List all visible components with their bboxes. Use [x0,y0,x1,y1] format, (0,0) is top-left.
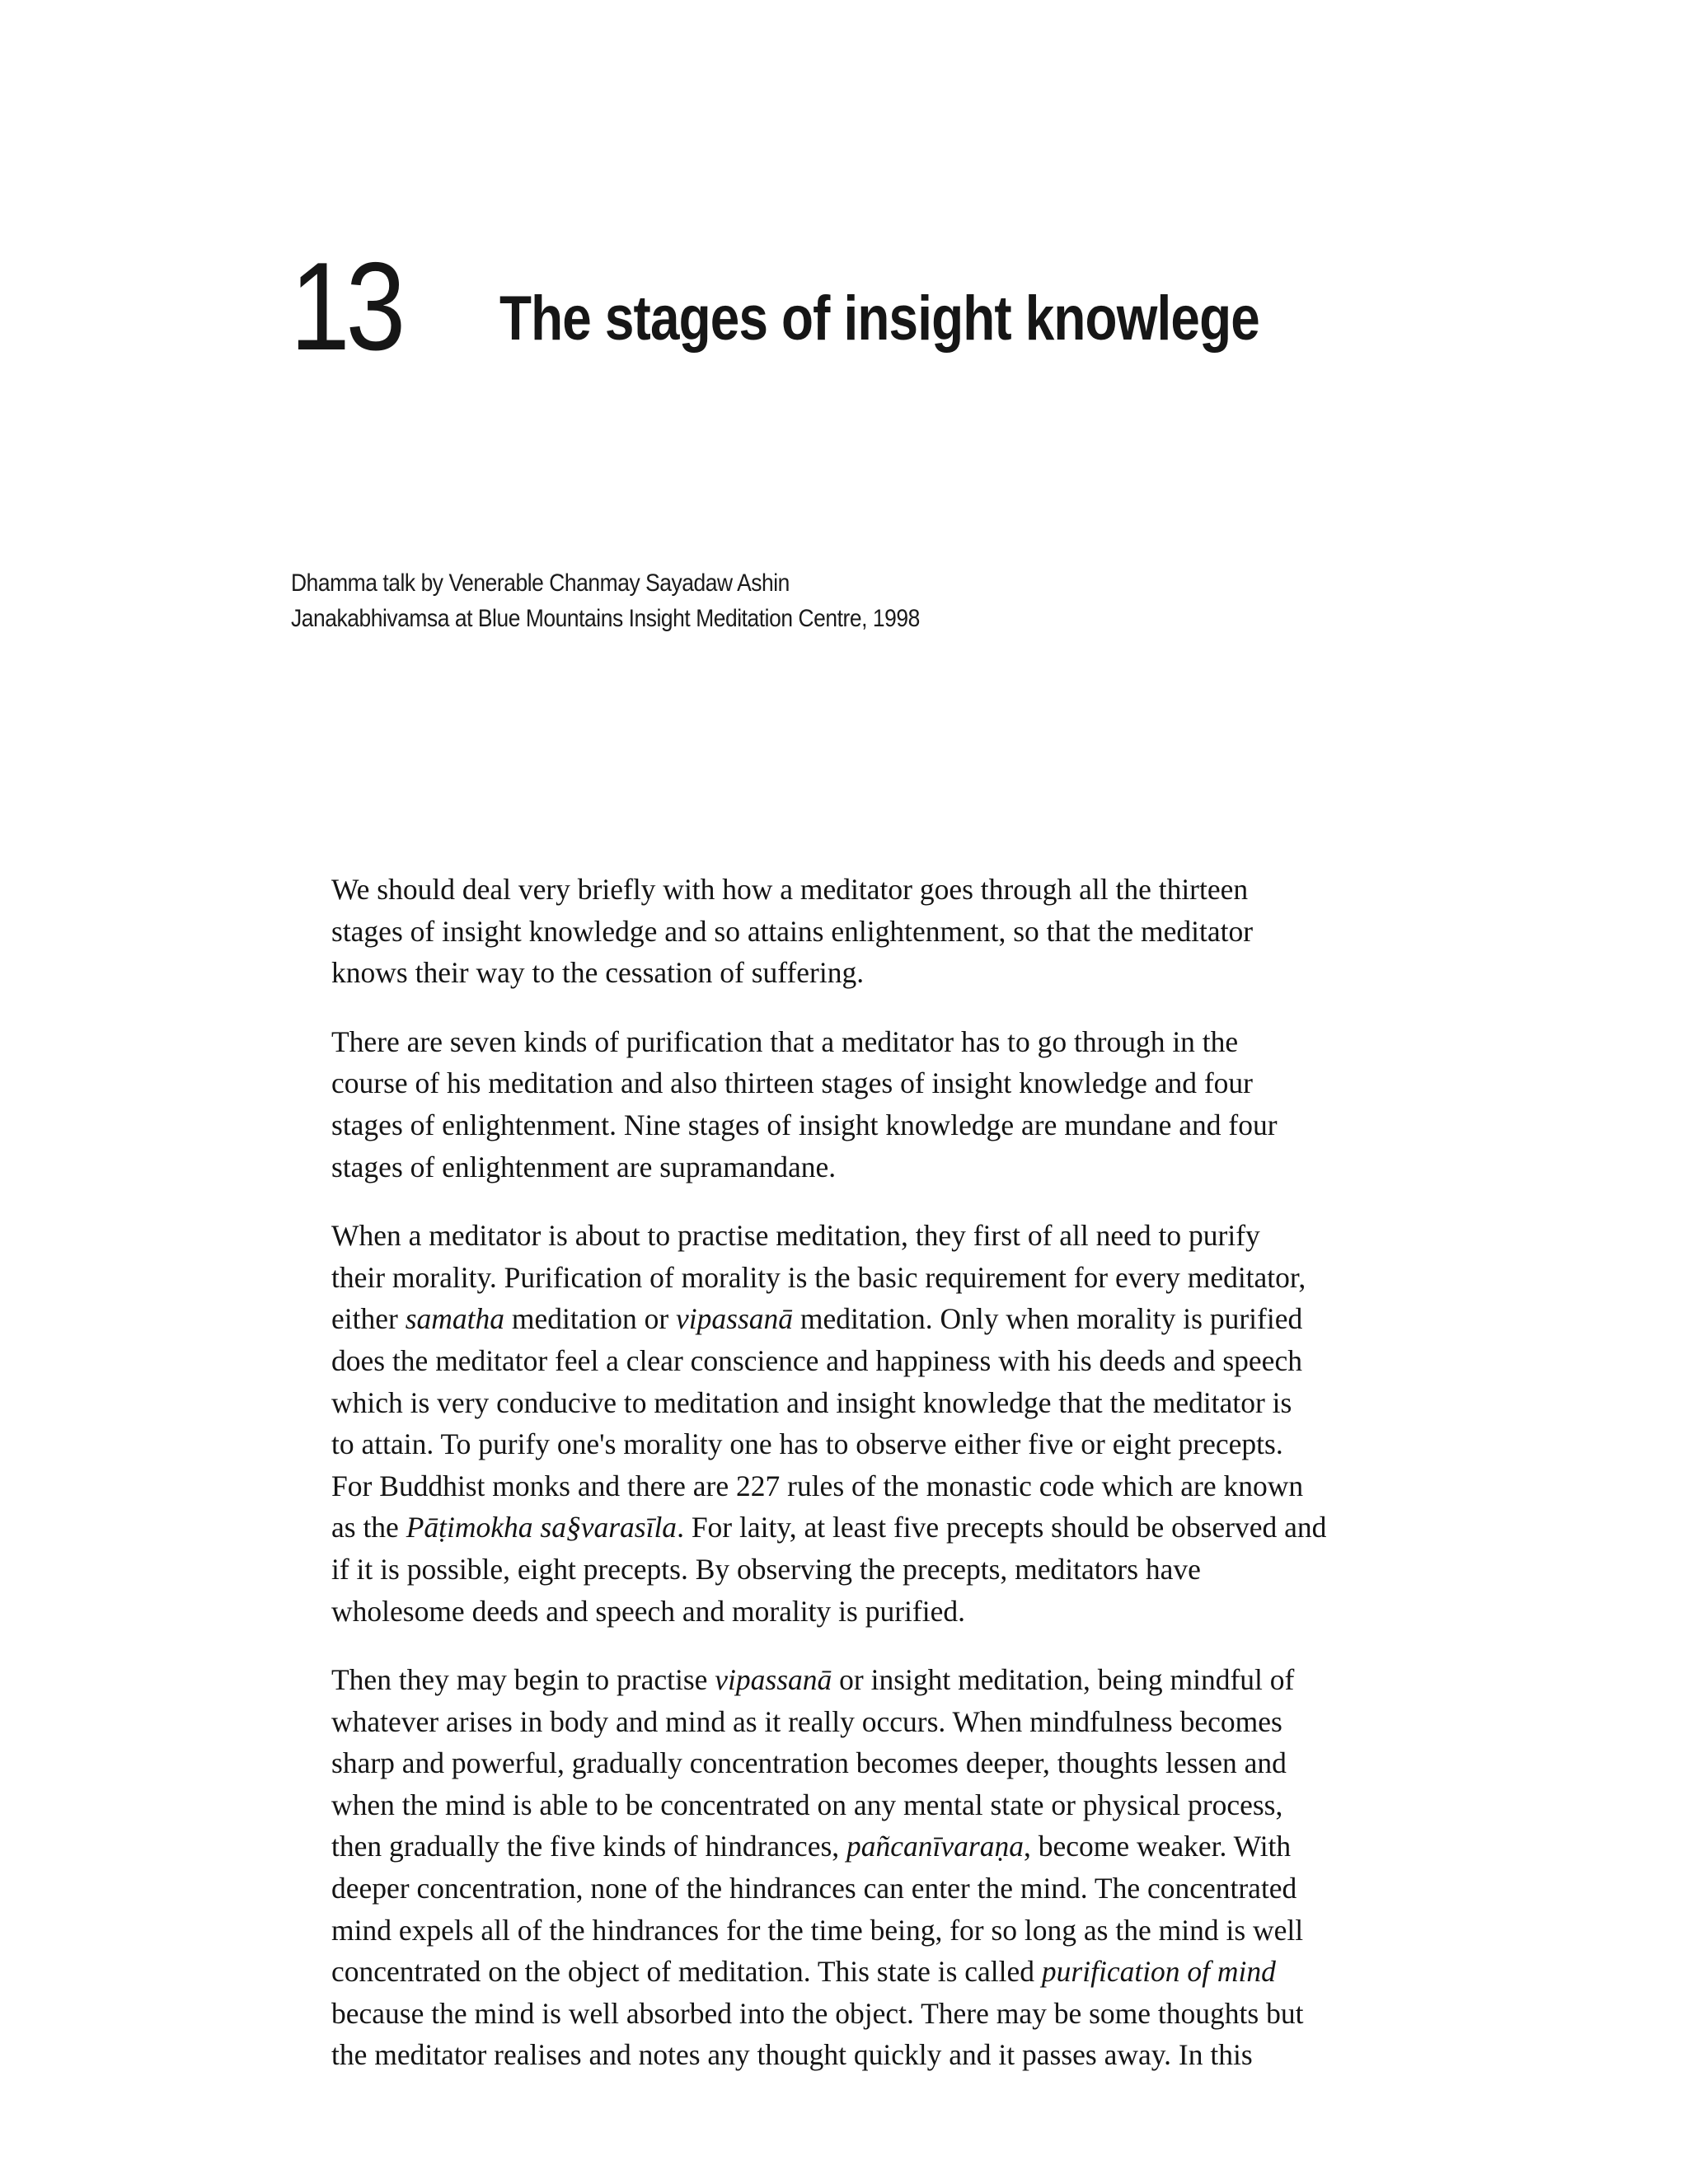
text-line: mind expels all of the hindrances for the time being, for so long as the mind is well [331,1913,1304,1947]
paragraph [331,869,1378,994]
text-run: meditation. Only when morality is purified [793,1302,1303,1336]
text-run: concentrated on the object of meditation. This state is called [331,1955,1042,1989]
paragraph [331,1215,1378,1632]
text-run: meditation or [504,1302,677,1336]
text-run: as the [331,1511,406,1544]
text-line: when the mind is able to be concentrated on any mental state or physical process, [331,1788,1283,1821]
pali-term: vipassanā [715,1663,832,1697]
text-line: if it is possible, eight precepts. By observing the precepts, meditators have [331,1552,1201,1586]
text-line: course of his meditation and also thirteen stages of insight knowledge and four [331,1066,1253,1100]
paragraph [331,1659,1378,2076]
byline-line: Janakabhivamsa at Blue Mountains Insight Meditation Centre, 1998 [291,605,920,632]
text-line: wholesome deeds and speech and morality is purified. [331,1594,965,1628]
text-run: . For laity, at least five precepts should be observed and [677,1511,1327,1544]
byline [291,565,1089,636]
text-line: the meditator realises and notes any thought quickly and it passes away. In this [331,2038,1253,2072]
pali-term: pañcanīvaraṇa [846,1830,1024,1863]
text-run: , become weaker. With [1023,1830,1292,1863]
text-line [331,1951,1378,1993]
text-run: then gradually the five kinds of hindrances, [331,1830,847,1863]
body-text [331,869,1378,2103]
text-line: whatever arises in body and mind as it really occurs. When mindfulness becomes [331,1704,1282,1738]
paragraph [331,1021,1378,1188]
text-line [331,1825,1378,1868]
text-run: or insight meditation, being mindful of [832,1663,1295,1697]
text-line: because the mind is well absorbed into the object. There may be some thoughts but [331,1996,1304,2030]
text-run: Then they may begin to practise [331,1663,715,1697]
text-line: knows their way to the cessation of suffering. [331,956,865,990]
text-line: sharp and powerful, gradually concentration becomes deeper, thoughts lessen and [331,1746,1287,1780]
pali-term: vipassanā [676,1302,794,1336]
text-line: For Buddhist monks and there are 227 rules of the monastic code which are known [331,1469,1304,1502]
text-line: deeper concentration, none of the hindrances can enter the mind. The concentrated [331,1872,1297,1905]
text-line: We should deal very briefly with how a meditator goes through all the thirteen [331,873,1249,906]
text-line: When a meditator is about to practise meditation, they first of all need to purify [331,1219,1260,1253]
text-line: does the meditator feel a clear conscience and happiness with his deeds and speech [331,1343,1302,1377]
text-line [331,1507,1378,1549]
pali-term: samatha [405,1302,505,1336]
text-line: stages of enlightenment are supramandane. [331,1150,837,1183]
text-line: stages of insight knowledge and so attains enlightenment, so that the meditator [331,914,1254,948]
chapter-number: 13 [290,237,402,377]
text-line: which is very conducive to meditation and insight knowledge that the meditator is [331,1385,1292,1419]
text-line: their morality. Purification of morality is the basic requirement for every meditator, [331,1260,1306,1294]
pali-term: Pāṭimokha sa§varasīla [406,1511,678,1544]
italic-term: purification of mind [1041,1955,1276,1989]
chapter-title: The stages of insight knowlege [499,284,1259,354]
byline-line: Dhamma talk by Venerable Chanmay Sayadaw Ashin [291,569,790,597]
text-line [331,1659,1378,1701]
text-line [331,1298,1378,1340]
text-run: either [331,1302,406,1336]
text-line: to attain. To purify one's morality one has to observe either five or eight precepts. [331,1427,1283,1461]
text-line: There are seven kinds of purification that a meditator has to go through in the [331,1024,1239,1058]
text-line: stages of enlightenment. Nine stages of insight knowledge are mundane and four [331,1108,1278,1141]
